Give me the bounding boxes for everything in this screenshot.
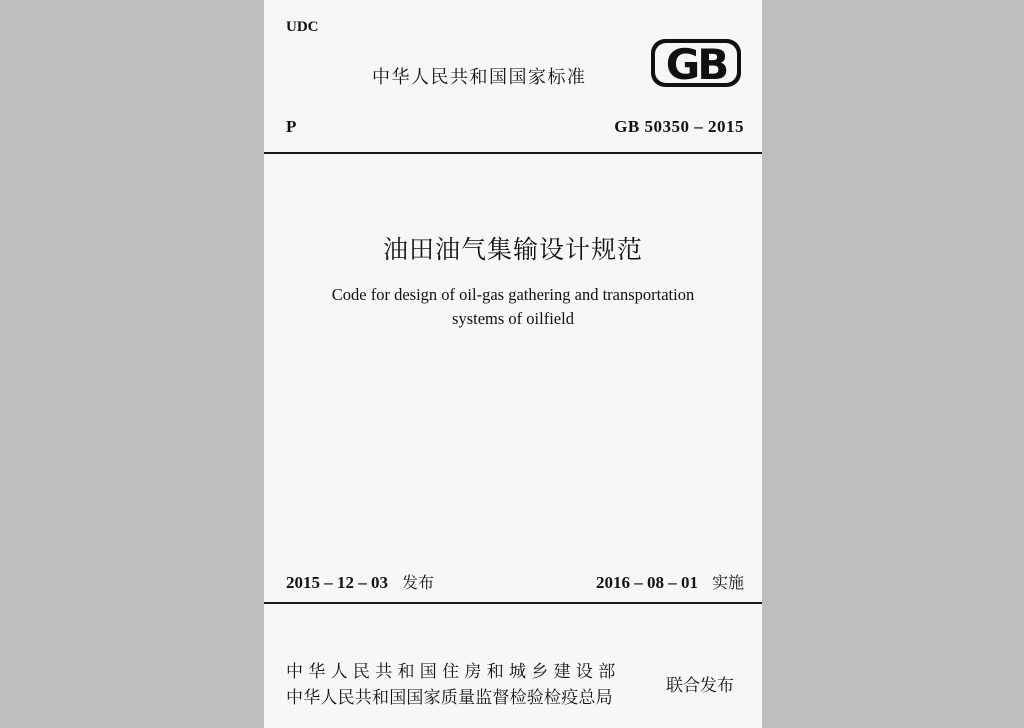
implementation-date-block (596, 570, 744, 593)
footer-divider (264, 602, 762, 604)
category-code: P (286, 117, 297, 136)
document-cover (264, 0, 762, 728)
issue-date-block (286, 570, 434, 593)
title-chinese: 油田油气集输设计规范 (382, 235, 643, 264)
header-divider (264, 152, 762, 154)
issue-date: 2015 – 12 – 03 (286, 573, 388, 592)
standard-number: GB 50350 – 2015 (614, 117, 744, 136)
publisher-line1: 中华人民共和国住房和城乡建设部 (286, 662, 621, 682)
title-english-line1: Code for design of oil-gas gathering and transportation (331, 285, 695, 304)
joint-publication-label: 联合发布 (666, 676, 734, 696)
title-english (264, 283, 762, 331)
implementation-label: 实施 (711, 573, 744, 592)
issue-label: 发布 (402, 573, 435, 592)
udc-label: UDC (286, 19, 319, 35)
implementation-date: 2016 – 08 – 01 (595, 573, 698, 592)
national-standard-heading: 中华人民共和国国家标准 (372, 67, 587, 88)
gb-logo (650, 38, 742, 92)
title-english-line2: systems of oilfield (452, 309, 574, 328)
publisher-line2: 中华人民共和国国家质量监督检验检疫总局 (286, 688, 613, 708)
gb-logo-text: GB (665, 40, 727, 88)
